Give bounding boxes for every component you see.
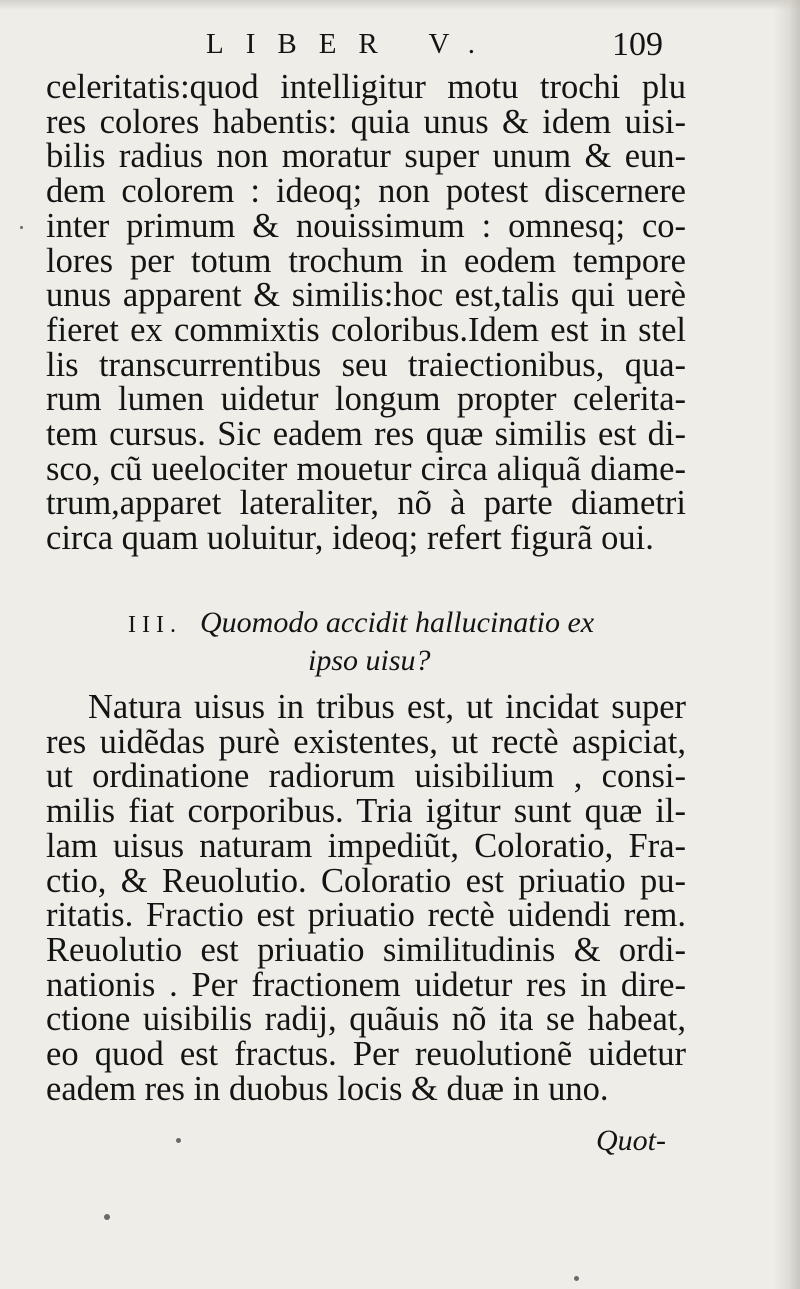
paragraph-2 xyxy=(46,690,686,1106)
running-head xyxy=(0,26,800,70)
text-line: fieret ex commixtis coloribus.Idem est in stel xyxy=(46,310,686,349)
section-number: III. xyxy=(128,612,182,638)
text-line: nationis . Per fractionem uidetur res in dire- xyxy=(46,965,686,1004)
text-line: ritatis. Fractio est priuatio rectè uidendi rem. xyxy=(46,896,686,935)
text-line: ut ordinatione radiorum uisibilium , consi- xyxy=(46,757,686,796)
page-number: 109 xyxy=(612,26,663,63)
text-line: tem cursus. Sic eadem res quæ similis est di- xyxy=(46,415,686,454)
text-line: lores per totum trochum in eodem tempore xyxy=(46,241,686,280)
text-line: Reuolutio est priuatio similitudinis & ordi- xyxy=(46,930,686,969)
text-line: trum,apparet lateraliter, nõ à parte diametri xyxy=(46,484,686,523)
text-line: sco, cũ ueelociter mouetur circa aliquã diame- xyxy=(46,449,686,488)
text-line: ctio, & Reuolutio. Coloratio est priuatio pu- xyxy=(46,861,686,900)
page-edge-shadow xyxy=(774,0,800,1289)
text-line: res colores habentis: quia unus & idem uisi- xyxy=(46,102,686,141)
text-line: Natura uisus in tribus est, ut incidat super xyxy=(88,688,686,726)
text-line: ctione uisibilis radij, quãuis nõ ita se habeat, xyxy=(46,1000,686,1039)
text-line: lam uisus naturam impediũt, Coloratio, Fra- xyxy=(46,826,686,865)
text-line: rum lumen uidetur longum propter celerita- xyxy=(46,380,686,419)
section-title-line-2: ipso uisu? xyxy=(308,644,431,677)
ink-speck xyxy=(574,1276,579,1281)
ink-speck xyxy=(104,1214,110,1220)
text-line: lis transcurrentibus seu traiectionibus, qua- xyxy=(46,345,686,384)
text-line: bilis radius non moratur super unum & eun- xyxy=(46,137,686,176)
page-top-shadow xyxy=(0,0,800,10)
section-title-line-1: Quomodo accidit hallucinatio ex xyxy=(200,606,595,639)
text-line: celeritatis:quod intelligitur motu trochi plu xyxy=(46,68,686,106)
text-line: unus apparent & similis:hoc est,talis qui uerè xyxy=(46,276,686,315)
text-line: res uidẽdas purè existentes, ut rectè aspiciat, xyxy=(46,722,686,761)
text-line: circa quam uoluitur, ideoq; refert figurã oui. xyxy=(46,519,654,558)
paragraph-1 xyxy=(46,70,686,556)
text-line: dem colorem : ideoq; non potest discernere xyxy=(46,172,686,211)
catchword: Quot- xyxy=(596,1124,666,1157)
ink-speck xyxy=(20,226,23,229)
running-title: LIBER V. xyxy=(206,28,497,60)
text-line: eo quod est fractus. Per reuolutionẽ uidetur xyxy=(46,1035,686,1074)
text-line: milis fiat corporibus. Tria igitur sunt quæ il- xyxy=(46,792,686,831)
ink-speck xyxy=(176,1138,181,1143)
text-line: eadem res in duobus locis & duæ in uno. xyxy=(46,1069,609,1108)
text-line: inter primum & nouissimum : omnesq; co- xyxy=(46,206,686,245)
